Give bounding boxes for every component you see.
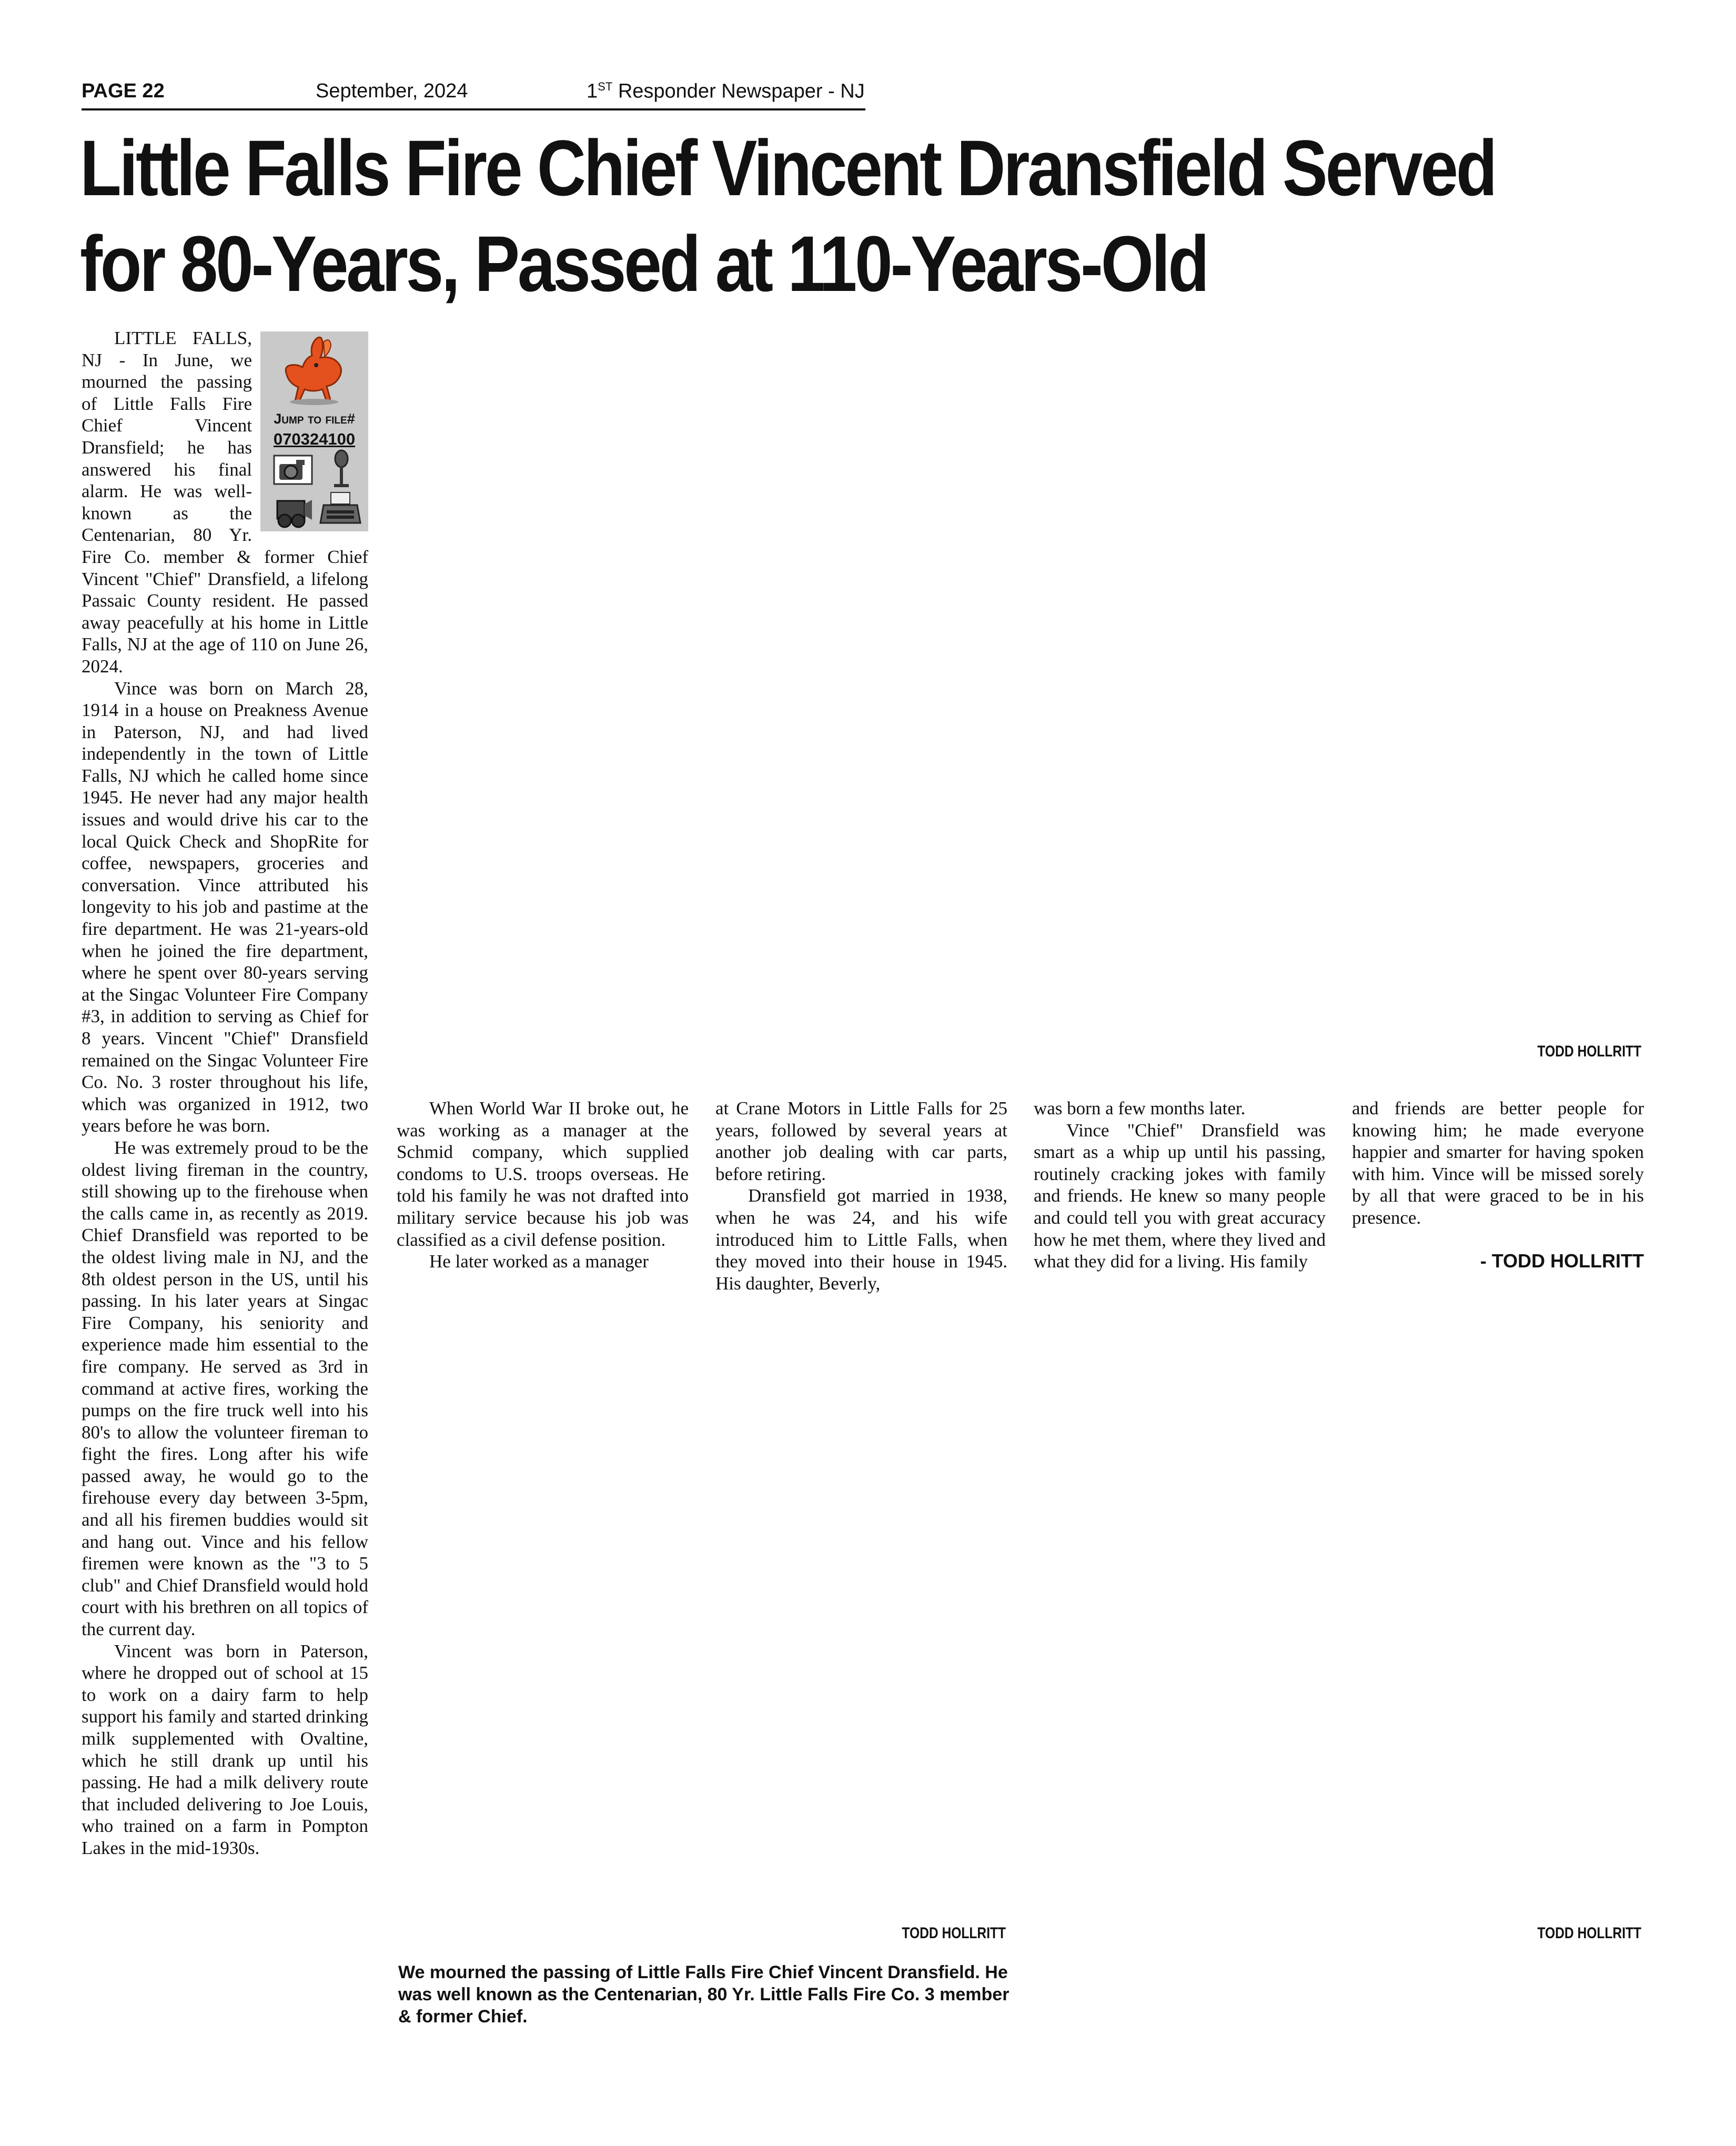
photo-credit: TODD HOLLRITT xyxy=(1537,1925,1641,1942)
headline xyxy=(80,120,1496,311)
article-paragraph: was born a few months later. xyxy=(1034,1098,1246,1119)
microphone-icon xyxy=(319,448,361,490)
headline-line-2: for 80-Years, Passed at 110-Years-Old xyxy=(80,219,1207,308)
article-paragraph: at Crane Motors in Little Falls for 25 years, followed by several years at another job dealing with car parts, before retiring. xyxy=(715,1098,1007,1184)
headline-line-1: Little Falls Fire Chief Vincent Dransfield Served xyxy=(80,124,1496,212)
page-header xyxy=(82,78,865,110)
article-column-2 xyxy=(397,1097,689,1273)
photo-credit: TODD HOLLRITT xyxy=(1537,1043,1641,1060)
photo-credit: TODD HOLLRITT xyxy=(902,1925,1006,1942)
jump-to-file-box[interactable] xyxy=(260,331,368,531)
article-column-1 xyxy=(82,327,368,1859)
jump-file-number[interactable]: 070324100 xyxy=(273,430,356,448)
article-paragraph: Dransfield got married in 1938, when he was 24, and his wife introduced him to Little Falls, when they moved into their house in 1945. His daughter, Beverly, xyxy=(715,1185,1007,1294)
issue-date: September, 2024 xyxy=(316,80,468,102)
article-column-3 xyxy=(715,1097,1007,1294)
article-paragraph: Vince was born on March 28, 1914 in a house on Preakness Avenue in Paterson, NJ, and had lived independently in the town of Little Falls, NJ which he called home since 1945. He never had any major health issues and would drive his car to the local Quick Check and ShopRite for coffee, newspapers, groceries and conversation. Vince attributed his longevity to his job and pastime at the fire department. He was 21-years-old when he joined the fire department, where he spent over 80-years serving at the Singac Volunteer Fire Company #3, in addition to serving as Chief for 8 years. Vincent "Chief" Dransfield remained on the Singac Volunteer Fire Co. No. 3 roster throughout his life, which was organized in 1912, two years before he was born. xyxy=(82,678,368,1136)
article-column-5 xyxy=(1352,1097,1644,1272)
publication-name: 1ST Responder Newspaper - NJ xyxy=(587,80,865,103)
article-column-4 xyxy=(1034,1097,1326,1273)
jump-label: Jump to file# xyxy=(274,411,355,427)
camera-icon xyxy=(272,448,314,490)
article-paragraph: Vince "Chief" Dransfield was smart as a whip up until his passing, routinely cracking jokes with family and friends. He knew so many people and could tell you with great accuracy how he met them, where they lived and what they did for a living. His family xyxy=(1034,1120,1326,1272)
page-number: PAGE 22 xyxy=(82,80,165,102)
article-paragraph: Vincent was born in Paterson, where he dropped out of school at 15 to work on a dairy farm to help support his family and started drinking milk supplemented with Ovaltine, which he still drank up until his passing. He had a milk delivery route that included delivering to Joe Louis, who trained on a farm in Pompton Lakes in the mid-1930s. xyxy=(82,1640,368,1858)
typewriter-icon xyxy=(319,487,361,529)
rabbit-logo-icon xyxy=(279,335,348,408)
video-camera-icon xyxy=(272,487,314,529)
article-paragraph: When World War II broke out, he was working as a manager at the Schmid company, which supplied condoms to U.S. troops overseas. He told his family he was not drafted into military service because his job was classified as a civil defense position. xyxy=(397,1098,689,1250)
article-paragraph: He later worked as a manager xyxy=(429,1251,649,1272)
article-paragraph: He was extremely proud to be the oldest living fireman in the country, still showing up to the firehouse when the calls came in, as recently as 2019. Chief Dransfield was reported to be the oldest living male in NJ, and the 8th oldest person in the US, until his passing. In his later years at Singac Fire Company, his seniority and experience made him essential to the fire company. He served as 3rd in command at active fires, working the pumps on the fire truck well into his 80's to allow the volunteer fireman to fight the fires. Long after his wife passed away, he would go to the firehouse every day between 3-5pm, and all his firemen buddies would sit and hang out. Vince and his fellow firemen were known as the "3 to 5 club" and Chief Dransfield would hold court with his brethren on all topics of the current day. xyxy=(82,1137,368,1640)
article-paragraph: LITTLE FALLS, NJ - In June, we mourned the passing of Little Falls Fire Chief Vincent Dransfield; he has answered his final alarm. He was well-known as the Centenarian, 80 Yr. Fire Co. member & former Chief Vincent "Chief" Dransfield, a lifelong Passaic County resident. He passed away peacefully at his home in Little Falls, NJ at the age of 110 on June 26, 2024. xyxy=(82,328,368,677)
article-paragraph: and friends are better people for knowing him; he made everyone happier and smarter for having spoken with him. Vince will be missed sorely by all that were graced to be in his presence. xyxy=(1352,1098,1644,1228)
photo-caption: We mourned the passing of Little Falls Fire Chief Vincent Dransfield. He was well known as the Centenarian, 80 Yr. Little Falls Fire Co. 3 member & former Chief. xyxy=(398,1962,1010,2027)
article-byline: - TODD HOLLRITT xyxy=(1480,1250,1644,1272)
